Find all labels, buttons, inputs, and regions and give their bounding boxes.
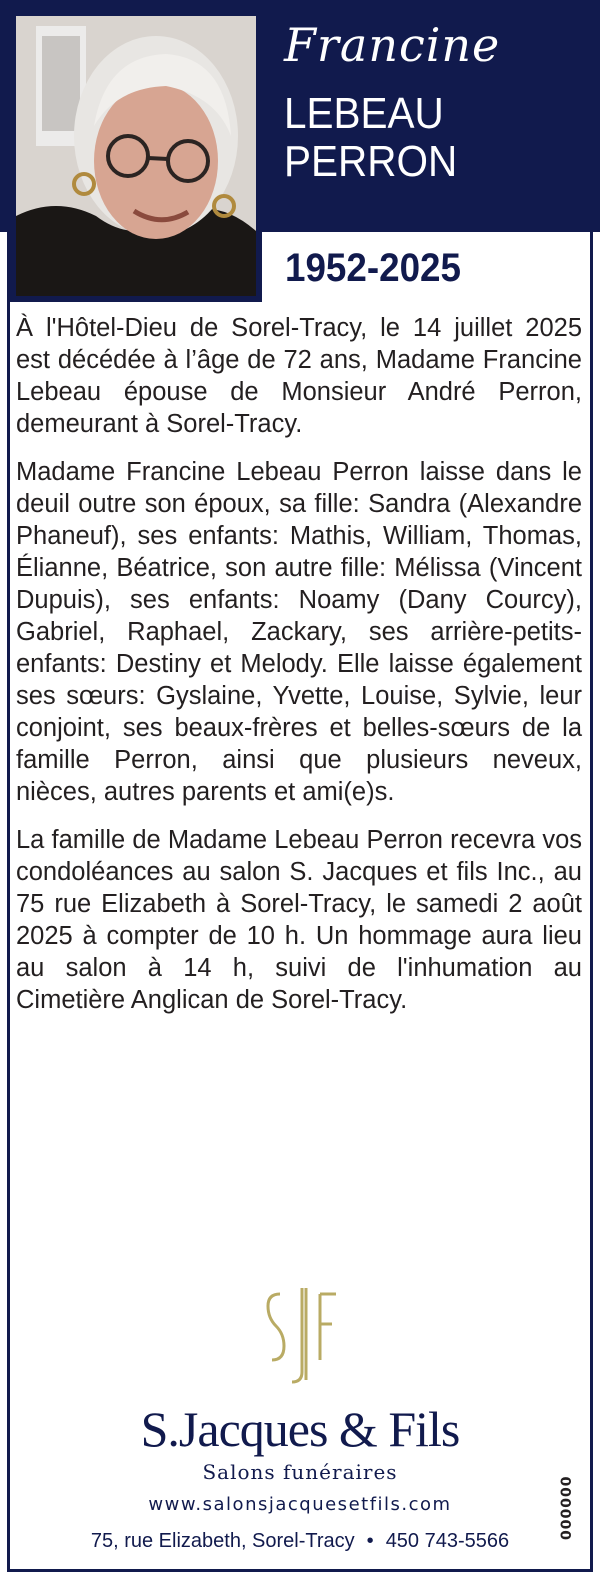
- funeral-home-website[interactable]: www.salonsjacquesetfils.com: [148, 1494, 452, 1515]
- portrait-photo: [16, 16, 256, 296]
- last-name-line-2: PERRON: [284, 137, 458, 186]
- sjf-monogram-icon: [262, 1284, 342, 1388]
- contact-separator: •: [366, 1530, 374, 1552]
- last-name-line-1: LEBEAU: [284, 89, 444, 138]
- ad-code: 000000: [559, 1475, 575, 1540]
- portrait-frame: [10, 10, 262, 302]
- funeral-home-subtitle: Salons funéraires: [202, 1460, 398, 1484]
- funeral-home-brand: S.Jacques & Fils: [140, 1401, 460, 1457]
- obituary-body: [16, 312, 582, 1032]
- paragraph-death-announcement: À l'Hôtel-Dieu de Sorel-Tracy, le 14 juillet 2025 est décédée à l’âge de 72 ans, Madame Francine Lebeau épouse de Monsieur André Perron, demeurant à Sorel-Tracy.: [16, 314, 582, 438]
- paragraph-visitation: La famille de Madame Lebeau Perron recevra vos condoléances au salon S. Jacques et fils Inc., au 75 rue Elizabeth à Sorel-Tracy, le samedi 2 août 2025 à compter de 10 h. Un hommage aura lieu au salon à 14 h, suivi de l'inhumation au Cimetière Anglican de Sorel-Tracy.: [16, 826, 582, 1014]
- life-years: 1952-2025: [285, 246, 461, 290]
- funeral-home-address: 75, rue Elizabeth, Sorel-Tracy: [90, 1530, 355, 1552]
- funeral-home-phone[interactable]: 450 743-5566: [385, 1530, 510, 1552]
- paragraph-survivors: Madame Francine Lebeau Perron laisse dans le deuil outre son époux, sa fille: Sandra (Alexandre Phaneuf), ses enfants: Mathis, William, Thomas, Élianne, Béatrice, son autre fille: Mélissa (Vincent Dupuis), ses enfants: Noamy (Dany Courcy), Gabriel, Raphael, Zackary, ses arrière-petits-enfants: Destiny et Melody. Elle laisse également ses sœurs: Gyslaine, Yvette, Louise, Sylvie, leur conjoint, ses beaux-frères et belles-sœurs de la famille Perron, ainsi que plusieurs neveux, nièces, autres parents et ami(e)s.: [16, 458, 582, 806]
- deceased-first-name: Francine: [284, 18, 501, 72]
- deceased-last-name: [284, 90, 560, 186]
- funeral-home-contact: [0, 1530, 600, 1553]
